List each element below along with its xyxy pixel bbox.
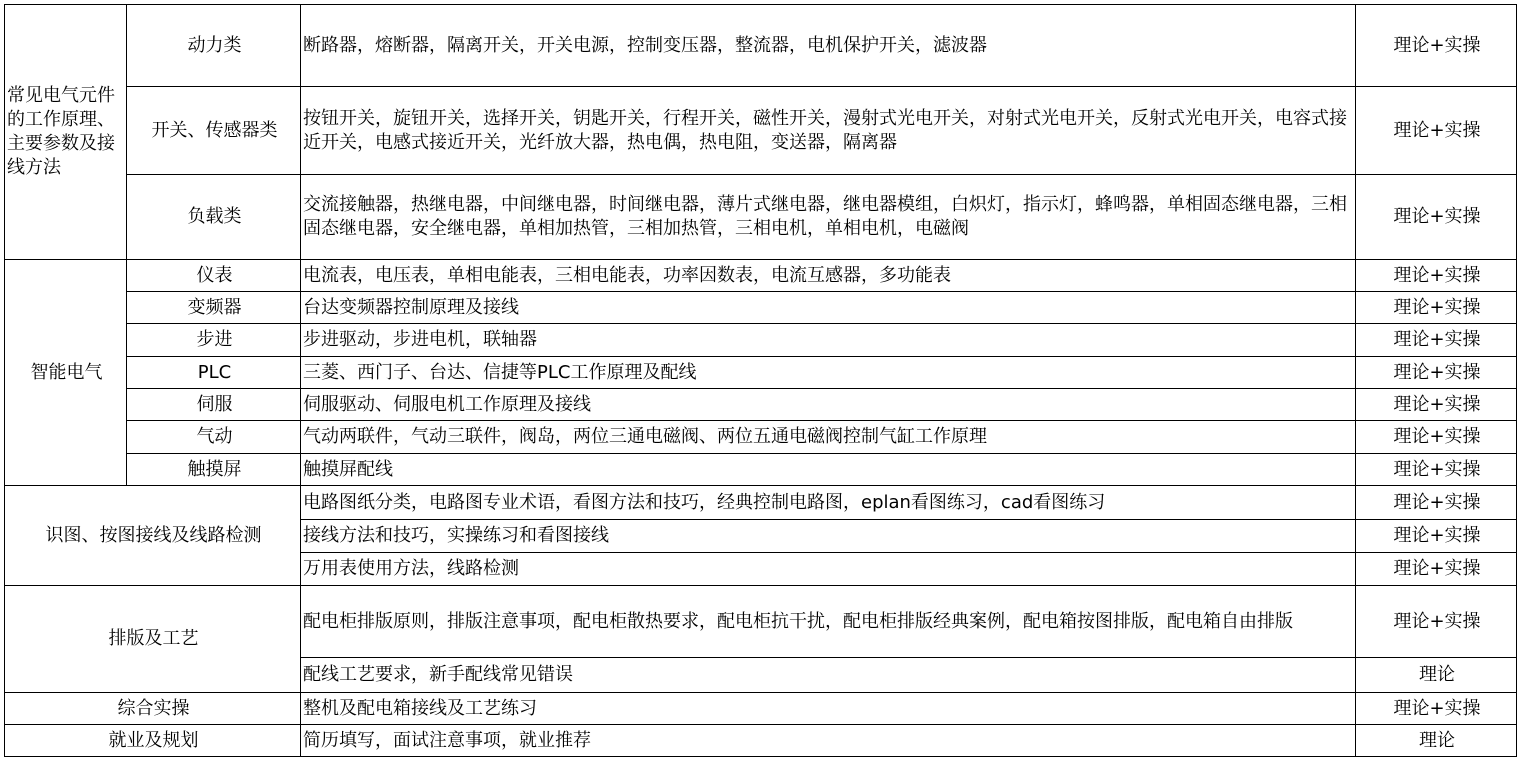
category-cell: 排版及工艺 <box>5 586 301 693</box>
subcategory-cell: 气动 <box>127 421 301 454</box>
curriculum-table <box>4 4 1517 757</box>
table-row <box>5 5 1517 87</box>
table-row <box>5 324 1517 357</box>
content-cell: 交流接触器，热继电器，中间继电器，时间继电器，薄片式继电器，继电器模组，白炽灯，指示灯，蜂鸣器，单相固态继电器，三相固态继电器，安全继电器，单相加热管，三相加热管，三相电机，单相电机，电磁阀 <box>301 175 1356 260</box>
type-cell: 理论 <box>1356 725 1517 757</box>
subcategory-cell: 仪表 <box>127 260 301 292</box>
type-cell: 理论+实操 <box>1356 175 1517 260</box>
type-cell: 理论+实操 <box>1356 260 1517 292</box>
type-cell: 理论+实操 <box>1356 693 1517 725</box>
table-row <box>5 486 1517 520</box>
type-cell: 理论+实操 <box>1356 553 1517 586</box>
table-row <box>5 693 1517 725</box>
type-cell: 理论+实操 <box>1356 389 1517 421</box>
content-cell: 气动两联件，气动三联件，阀岛，两位三通电磁阀、两位五通电磁阀控制气缸工作原理 <box>301 421 1356 454</box>
content-cell: 三菱、西门子、台达、信捷等PLC工作原理及配线 <box>301 357 1356 389</box>
table-row <box>5 586 1517 658</box>
category-cell: 就业及规划 <box>5 725 301 757</box>
content-cell: 配线工艺要求，新手配线常见错误 <box>301 658 1356 693</box>
category-cell: 综合实操 <box>5 693 301 725</box>
type-cell: 理论+实操 <box>1356 324 1517 357</box>
type-cell: 理论+实操 <box>1356 586 1517 658</box>
category-cell: 常见电气元件的工作原理、主要参数及接线方法 <box>5 5 127 260</box>
category-cell: 识图、按图接线及线路检测 <box>5 486 301 586</box>
type-cell: 理论+实操 <box>1356 486 1517 520</box>
content-cell: 万用表使用方法，线路检测 <box>301 553 1356 586</box>
content-cell: 台达变频器控制原理及接线 <box>301 292 1356 324</box>
type-cell: 理论+实操 <box>1356 454 1517 486</box>
content-cell: 步进驱动，步进电机，联轴器 <box>301 324 1356 357</box>
type-cell: 理论+实操 <box>1356 357 1517 389</box>
table-row <box>5 454 1517 486</box>
table-row <box>5 421 1517 454</box>
table-row <box>5 357 1517 389</box>
content-cell: 按钮开关，旋钮开关，选择开关，钥匙开关，行程开关，磁性开关，漫射式光电开关，对射式光电开关，反射式光电开关，电容式接近开关，电感式接近开关，光纤放大器，热电偶，热电阻，变送器，隔离器 <box>301 87 1356 175</box>
subcategory-cell: 触摸屏 <box>127 454 301 486</box>
table-row <box>5 87 1517 175</box>
category-cell: 智能电气 <box>5 260 127 486</box>
subcategory-cell: PLC <box>127 357 301 389</box>
type-cell: 理论+实操 <box>1356 5 1517 87</box>
type-cell: 理论+实操 <box>1356 292 1517 324</box>
table-row <box>5 389 1517 421</box>
content-cell: 配电柜排版原则，排版注意事项，配电柜散热要求，配电柜抗干扰，配电柜排版经典案例，配电箱按图排版，配电箱自由排版 <box>301 586 1356 658</box>
type-cell: 理论+实操 <box>1356 421 1517 454</box>
content-cell: 接线方法和技巧，实操练习和看图接线 <box>301 520 1356 553</box>
content-cell: 断路器，熔断器，隔离开关，开关电源，控制变压器，整流器，电机保护开关，滤波器 <box>301 5 1356 87</box>
table-row <box>5 175 1517 260</box>
subcategory-cell: 变频器 <box>127 292 301 324</box>
subcategory-cell: 步进 <box>127 324 301 357</box>
type-cell: 理论 <box>1356 658 1517 693</box>
content-cell: 电流表，电压表，单相电能表，三相电能表，功率因数表，电流互感器，多功能表 <box>301 260 1356 292</box>
table-row <box>5 725 1517 757</box>
subcategory-cell: 负载类 <box>127 175 301 260</box>
table-row <box>5 260 1517 292</box>
content-cell: 电路图纸分类，电路图专业术语，看图方法和技巧，经典控制电路图，eplan看图练习，cad看图练习 <box>301 486 1356 520</box>
content-cell: 触摸屏配线 <box>301 454 1356 486</box>
subcategory-cell: 动力类 <box>127 5 301 87</box>
subcategory-cell: 伺服 <box>127 389 301 421</box>
content-cell: 整机及配电箱接线及工艺练习 <box>301 693 1356 725</box>
table-row <box>5 292 1517 324</box>
content-cell: 伺服驱动、伺服电机工作原理及接线 <box>301 389 1356 421</box>
type-cell: 理论+实操 <box>1356 520 1517 553</box>
type-cell: 理论+实操 <box>1356 87 1517 175</box>
content-cell: 简历填写，面试注意事项，就业推荐 <box>301 725 1356 757</box>
subcategory-cell: 开关、传感器类 <box>127 87 301 175</box>
